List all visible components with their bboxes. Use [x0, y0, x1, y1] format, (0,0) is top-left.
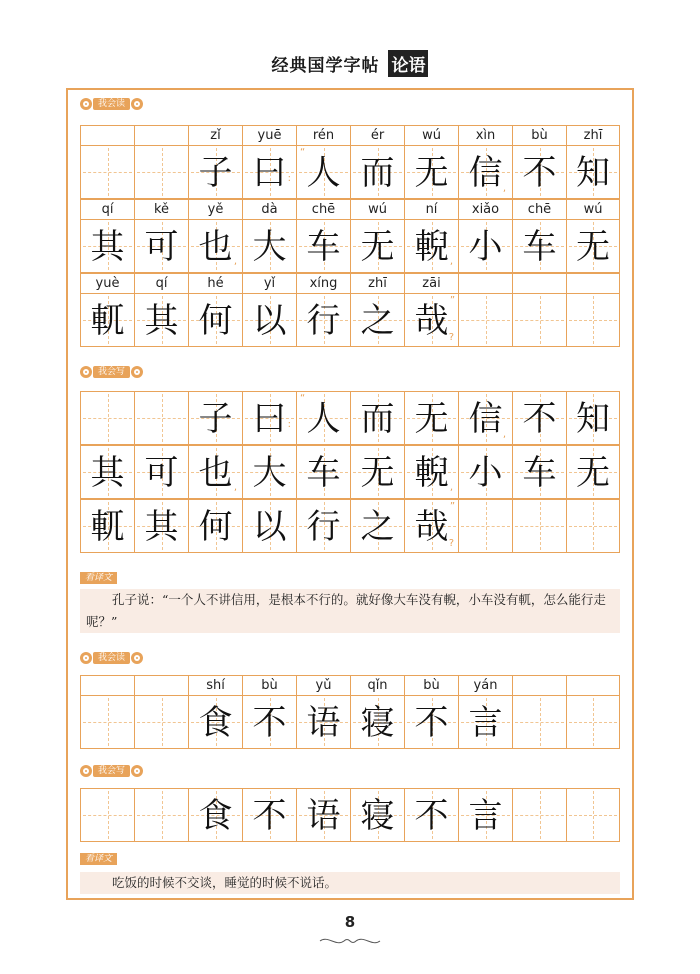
tianzige-cell — [404, 445, 458, 499]
punctuation-mark: , — [502, 429, 506, 440]
hanzi-character: 语 — [306, 703, 341, 743]
translation-2 — [80, 872, 620, 894]
pinyin-cell: qǐn — [350, 675, 404, 695]
pinyin-cell: chē — [296, 199, 350, 219]
tianzige-cell — [458, 445, 512, 499]
hanzi-character: 知 — [576, 399, 610, 439]
pinyin-cell: xiǎo — [458, 199, 512, 219]
read-label: 我会读 — [93, 98, 130, 110]
tianzige-cell — [134, 445, 188, 499]
tianzige-cell — [80, 219, 134, 273]
medallion-icon — [131, 366, 143, 378]
pinyin-cell: kě — [134, 199, 188, 219]
hanzi-character: 可 — [144, 453, 179, 493]
hanzi-character: 语 — [306, 796, 341, 836]
tianzige-cell — [80, 499, 134, 553]
tianzige-cell — [242, 145, 296, 199]
pinyin-cell: ní — [404, 199, 458, 219]
tianzige-cell — [242, 788, 296, 842]
hanzi-character: 车 — [306, 227, 341, 267]
punctuation-mark: , — [233, 256, 237, 267]
punctuation-mark: ” — [449, 501, 455, 512]
tianzige-cell — [296, 445, 350, 499]
tianzige-cell[interactable] — [458, 293, 512, 347]
hanzi-character: 以 — [252, 507, 287, 547]
tianzige-cell — [458, 145, 512, 199]
page-number: 8 — [344, 913, 356, 931]
tianzige-cell — [134, 499, 188, 553]
tianzige-cell — [404, 391, 458, 445]
hanzi-character: 车 — [306, 453, 341, 493]
pinyin-cell: xìn — [458, 125, 512, 145]
medallion-icon — [131, 652, 143, 664]
medallion-icon — [131, 98, 143, 110]
punctuation-mark: “ — [300, 147, 306, 158]
write-grid-1 — [80, 391, 620, 553]
tianzige-cell[interactable] — [458, 499, 512, 553]
hanzi-character: 子 — [198, 153, 233, 193]
tianzige-cell — [188, 145, 242, 199]
translation-text-1: 孔子说：“一个人不讲信用，是根本不行的。就好像大车没有輗，小车没有軏，怎么能行走呢？” — [86, 592, 606, 629]
pinyin-cell — [458, 273, 512, 293]
tianzige-cell[interactable] — [80, 695, 134, 749]
tianzige-cell — [188, 695, 242, 749]
pinyin-row — [80, 273, 620, 293]
hanzi-character: 信 — [468, 153, 503, 193]
pinyin-cell: bù — [242, 675, 296, 695]
tianzige-cell — [404, 293, 458, 347]
tianzige-cell — [512, 145, 566, 199]
hanzi-character: 不 — [522, 153, 557, 193]
pinyin-cell: wú — [350, 199, 404, 219]
hanzi-character: 无 — [414, 153, 449, 193]
tianzige-cell — [80, 293, 134, 347]
tianzige-cell — [242, 499, 296, 553]
tianzige-cell — [296, 695, 350, 749]
tianzige-cell — [350, 145, 404, 199]
punctuation-mark: ? — [448, 332, 454, 343]
hanzi-character: 言 — [468, 796, 503, 836]
pinyin-cell — [134, 675, 188, 695]
tianzige-cell[interactable] — [134, 391, 188, 445]
hanzi-character: 行 — [306, 507, 341, 547]
tianzige-cell — [512, 445, 566, 499]
hanzi-character: 言 — [468, 703, 503, 743]
hanzi-character: 不 — [414, 796, 449, 836]
punctuation-mark: ” — [449, 295, 455, 306]
hanzi-character: 大 — [252, 453, 287, 493]
punctuation-mark: ? — [448, 538, 454, 549]
write-label-2: 我会写 — [93, 765, 130, 777]
tianzige-cell[interactable] — [512, 695, 566, 749]
tianzige-cell[interactable] — [566, 293, 620, 347]
tianzige-cell — [512, 391, 566, 445]
hanzi-character: 小 — [468, 227, 503, 267]
pinyin-cell: bù — [404, 675, 458, 695]
pinyin-cell: yuē — [242, 125, 296, 145]
tianzige-cell — [350, 219, 404, 273]
hanzi-character: 也 — [198, 453, 233, 493]
pinyin-row — [80, 199, 620, 219]
tianzige-cell — [404, 499, 458, 553]
tianzige-cell — [134, 293, 188, 347]
tianzige-cell[interactable] — [134, 145, 188, 199]
hanzi-character: 食 — [198, 796, 233, 836]
pinyin-cell: hé — [188, 273, 242, 293]
tianzige-cell[interactable] — [80, 145, 134, 199]
read-section-badge-2 — [80, 651, 143, 665]
hanzi-character: 车 — [522, 453, 557, 493]
tianzige-cell — [458, 391, 512, 445]
hanzi-character: 輗 — [414, 453, 449, 493]
character-row — [80, 145, 620, 199]
tianzige-cell — [80, 445, 134, 499]
tianzige-cell — [566, 445, 620, 499]
tianzige-cell — [404, 219, 458, 273]
tianzige-cell — [350, 445, 404, 499]
tianzige-cell — [188, 445, 242, 499]
pinyin-cell: yǐ — [242, 273, 296, 293]
hanzi-character: 人 — [306, 153, 341, 193]
tianzige-cell — [458, 695, 512, 749]
medallion-icon — [80, 652, 92, 664]
pinyin-cell — [80, 125, 134, 145]
character-row — [80, 445, 620, 499]
pinyin-cell: yě — [188, 199, 242, 219]
translation-1 — [80, 589, 620, 633]
pinyin-cell: zhī — [350, 273, 404, 293]
tianzige-cell — [296, 219, 350, 273]
hanzi-character: 何 — [198, 301, 233, 341]
pinyin-cell: yán — [458, 675, 512, 695]
hanzi-character: 可 — [144, 227, 179, 267]
hanzi-character: 哉 — [414, 507, 449, 547]
read-label-2: 我会读 — [93, 652, 130, 664]
pinyin-cell: wú — [566, 199, 620, 219]
medallion-icon — [80, 765, 92, 777]
hanzi-character: 食 — [198, 703, 233, 743]
tianzige-cell — [296, 499, 350, 553]
page-title — [0, 50, 700, 77]
pinyin-cell: yǔ — [296, 675, 350, 695]
tianzige-cell — [242, 445, 296, 499]
hanzi-character: 寝 — [360, 796, 395, 836]
hanzi-character: 无 — [360, 227, 395, 267]
tianzige-cell — [188, 391, 242, 445]
hanzi-character: 行 — [306, 301, 341, 341]
hanzi-character: 而 — [360, 153, 395, 193]
tianzige-cell[interactable] — [512, 499, 566, 553]
tianzige-cell — [350, 695, 404, 749]
hanzi-character: 不 — [522, 399, 557, 439]
pinyin-row — [80, 125, 620, 145]
tianzige-cell — [350, 391, 404, 445]
tianzige-cell — [296, 391, 350, 445]
book-title-badge: 论语 — [388, 50, 428, 77]
write-section-badge — [80, 365, 143, 379]
hanzi-character: 哉 — [414, 301, 449, 341]
hanzi-character: 寝 — [360, 703, 395, 743]
series-title: 经典国学字帖 — [271, 56, 380, 76]
read-section-badge — [80, 97, 143, 111]
pinyin-cell: shí — [188, 675, 242, 695]
hanzi-character: 軏 — [90, 507, 125, 547]
tianzige-cell[interactable] — [80, 788, 134, 842]
hanzi-character: 人 — [306, 399, 341, 439]
pinyin-cell: qí — [80, 199, 134, 219]
punctuation-mark: , — [502, 183, 506, 194]
hanzi-character: 之 — [360, 301, 395, 341]
pinyin-cell — [566, 273, 620, 293]
pinyin-cell: wú — [404, 125, 458, 145]
hanzi-character: 车 — [522, 227, 557, 267]
tianzige-cell — [188, 219, 242, 273]
pinyin-cell: ér — [350, 125, 404, 145]
punctuation-mark: : — [287, 173, 291, 184]
tianzige-cell — [458, 788, 512, 842]
tianzige-cell[interactable] — [566, 695, 620, 749]
character-row — [80, 293, 620, 347]
hanzi-character: 以 — [252, 301, 287, 341]
character-row — [80, 219, 620, 273]
pinyin-cell — [134, 125, 188, 145]
hanzi-character: 其 — [144, 507, 179, 547]
hanzi-character: 軏 — [90, 301, 125, 341]
flourish-ornament-icon — [318, 935, 382, 947]
hanzi-character: 輗 — [414, 227, 449, 267]
hanzi-character: 其 — [90, 227, 125, 267]
tianzige-cell — [350, 293, 404, 347]
pinyin-cell: bù — [512, 125, 566, 145]
hanzi-character: 其 — [90, 453, 125, 493]
pinyin-cell — [512, 675, 566, 695]
tianzige-cell[interactable] — [566, 499, 620, 553]
tianzige-cell — [404, 145, 458, 199]
tianzige-cell — [242, 219, 296, 273]
hanzi-character: 不 — [414, 703, 449, 743]
tianzige-cell[interactable] — [566, 788, 620, 842]
hanzi-character: 曰 — [252, 153, 287, 193]
tianzige-cell — [566, 219, 620, 273]
hanzi-character: 之 — [360, 507, 395, 547]
tianzige-cell — [350, 788, 404, 842]
tianzige-cell — [296, 788, 350, 842]
hanzi-character: 无 — [414, 399, 449, 439]
punctuation-mark: , — [449, 256, 453, 267]
tianzige-cell — [242, 293, 296, 347]
tianzige-cell — [404, 788, 458, 842]
character-row — [80, 695, 620, 749]
tianzige-cell — [350, 499, 404, 553]
pinyin-cell: rén — [296, 125, 350, 145]
hanzi-character: 也 — [198, 227, 233, 267]
write-grid-2 — [80, 788, 620, 842]
hanzi-character: 信 — [468, 399, 503, 439]
hanzi-character: 无 — [576, 227, 610, 267]
read-grid-2 — [80, 675, 620, 749]
hanzi-character: 其 — [144, 301, 179, 341]
punctuation-mark: “ — [300, 393, 306, 404]
tianzige-cell[interactable] — [134, 788, 188, 842]
tianzige-cell — [566, 391, 620, 445]
tianzige-cell — [188, 499, 242, 553]
character-row — [80, 788, 620, 842]
tianzige-cell — [296, 293, 350, 347]
hanzi-character: 不 — [252, 703, 287, 743]
hanzi-character: 小 — [468, 453, 503, 493]
write-label: 我会写 — [93, 366, 130, 378]
hanzi-character: 无 — [576, 453, 610, 493]
punctuation-mark: , — [233, 482, 237, 493]
pinyin-cell — [566, 675, 620, 695]
tianzige-cell — [296, 145, 350, 199]
hanzi-character: 知 — [576, 153, 610, 193]
tianzige-cell[interactable] — [80, 391, 134, 445]
tianzige-cell — [134, 219, 188, 273]
tianzige-cell[interactable] — [512, 293, 566, 347]
tianzige-cell — [566, 145, 620, 199]
translation-badge-1: 看译文 — [80, 572, 117, 584]
punctuation-mark: , — [449, 482, 453, 493]
tianzige-cell — [242, 695, 296, 749]
tianzige-cell — [242, 391, 296, 445]
pinyin-cell: zāi — [404, 273, 458, 293]
pinyin-cell: yuè — [80, 273, 134, 293]
pinyin-cell: xíng — [296, 273, 350, 293]
tianzige-cell[interactable] — [512, 788, 566, 842]
pinyin-cell: zhī — [566, 125, 620, 145]
pinyin-cell: zǐ — [188, 125, 242, 145]
tianzige-cell — [458, 219, 512, 273]
pinyin-row — [80, 675, 620, 695]
tianzige-cell — [404, 695, 458, 749]
hanzi-character: 而 — [360, 399, 395, 439]
pinyin-cell — [80, 675, 134, 695]
write-section-badge-2 — [80, 764, 143, 778]
pinyin-cell: chē — [512, 199, 566, 219]
medallion-icon — [80, 98, 92, 110]
hanzi-character: 何 — [198, 507, 233, 547]
hanzi-character: 子 — [198, 399, 233, 439]
tianzige-cell — [188, 788, 242, 842]
hanzi-character: 曰 — [252, 399, 287, 439]
medallion-icon — [131, 765, 143, 777]
character-row — [80, 499, 620, 553]
pinyin-cell: dà — [242, 199, 296, 219]
punctuation-mark: : — [287, 419, 291, 430]
read-grid-1 — [80, 125, 620, 347]
pinyin-cell: qí — [134, 273, 188, 293]
hanzi-character: 无 — [360, 453, 395, 493]
tianzige-cell — [512, 219, 566, 273]
translation-text-2: 吃饭的时候不交谈，睡觉的时候不说话。 — [112, 875, 338, 890]
hanzi-character: 不 — [252, 796, 287, 836]
medallion-icon — [80, 366, 92, 378]
pinyin-cell — [512, 273, 566, 293]
translation-badge-2: 看译文 — [80, 853, 117, 865]
hanzi-character: 大 — [252, 227, 287, 267]
tianzige-cell — [188, 293, 242, 347]
tianzige-cell[interactable] — [134, 695, 188, 749]
character-row — [80, 391, 620, 445]
